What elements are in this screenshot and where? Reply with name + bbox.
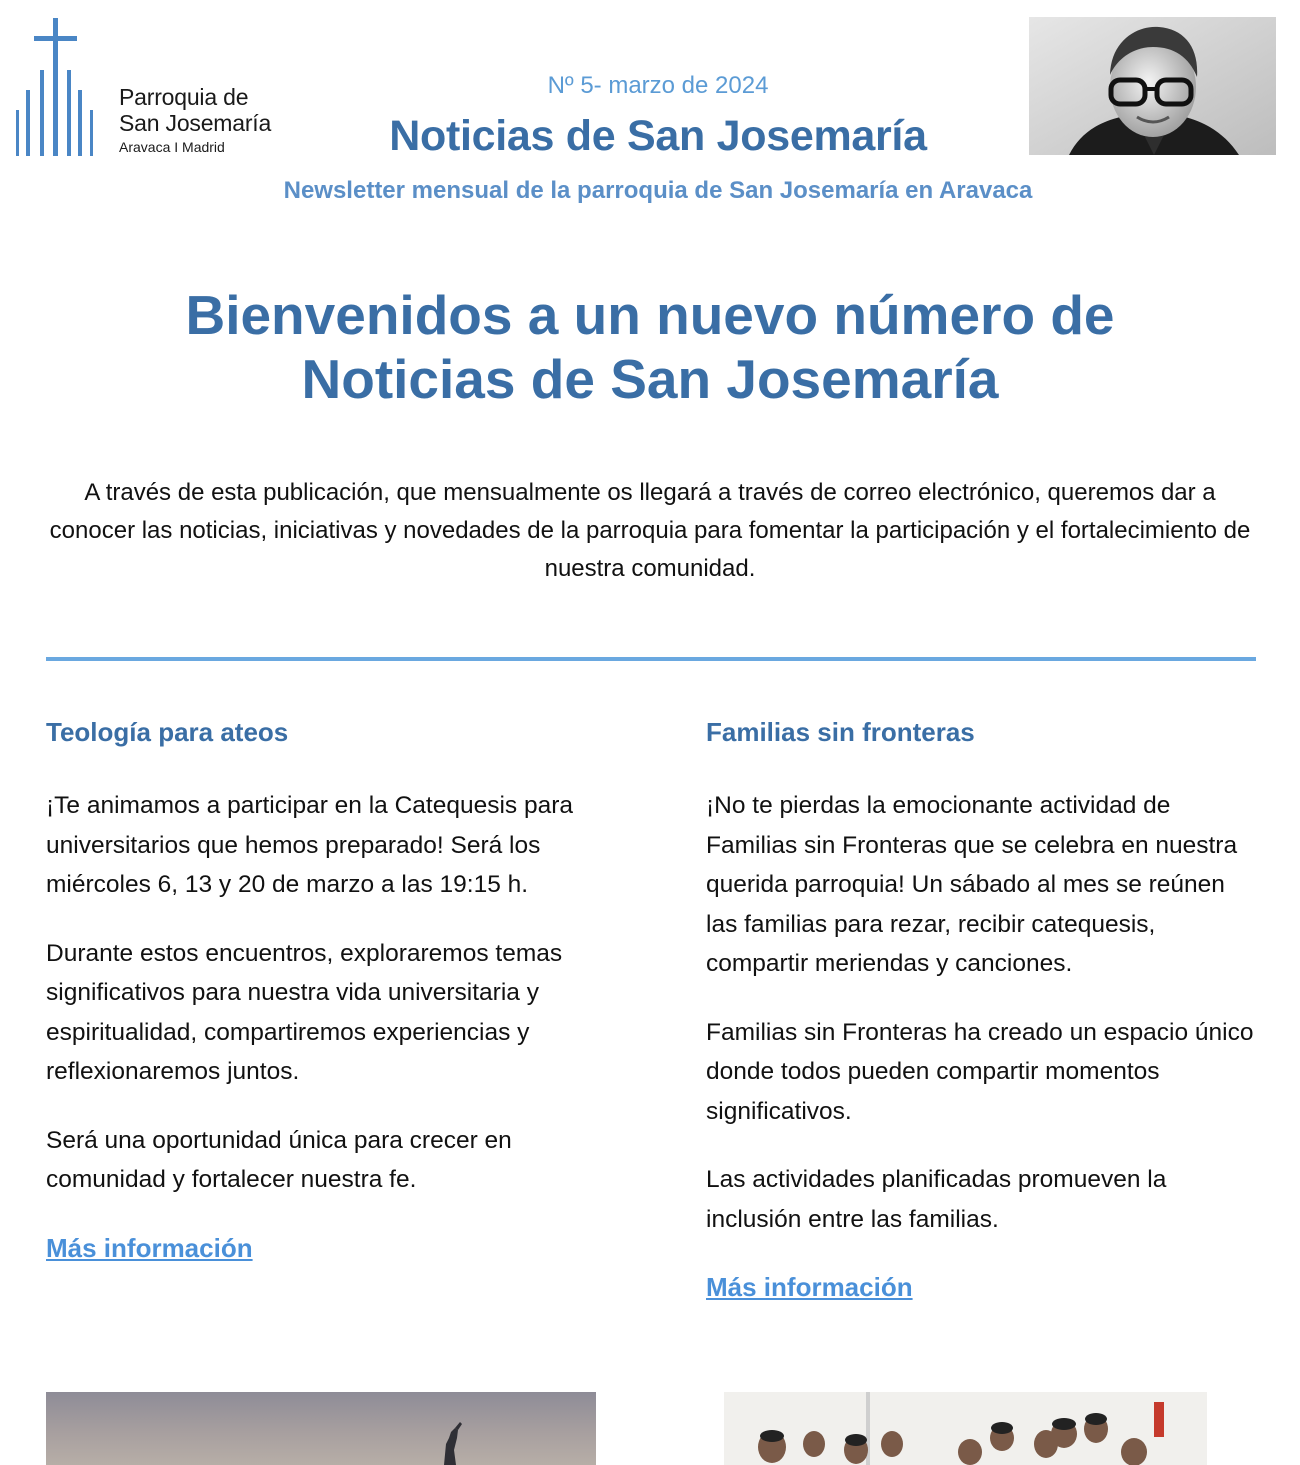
article-paragraph: Las actividades planificadas promueven la inclusión entre las familias. — [706, 1166, 1167, 1233]
article-paragraph: ¡No te pierdas la emocionante actividad de Familias sin Fronteras que se celebra en nuestra querida parroquia! Un sábado al mes se reúnen las familias para rezar, recibir catequesis, compartir meriendas y canciones. — [706, 792, 1238, 977]
more-info-link[interactable]: Más información — [706, 1272, 913, 1302]
article-photo-families — [724, 1392, 1207, 1465]
welcome-heading — [0, 283, 1300, 411]
article-paragraph: Será una oportunidad única para crecer en comunidad y fortalecer nuestra fe. — [46, 1126, 512, 1193]
welcome-line-2: Noticias de San Josemaría — [301, 348, 999, 410]
section-divider — [46, 657, 1256, 661]
article-familias — [706, 716, 1256, 1303]
article-paragraph: ¡Te animamos a participar en la Catequesis para universitarios que hemos preparado! Será los miércoles 6, 13 y 20 de marzo a las 19:15 h. — [46, 792, 574, 898]
portrait-illustration — [1029, 17, 1276, 155]
article-heading: Familias sin fronteras — [706, 717, 975, 747]
newsletter-header — [0, 0, 1300, 220]
article-teologia — [46, 716, 596, 1264]
intro-paragraph: A través de esta publicación, que mensualmente os llegará a través de correo electrónico, queremos dar a conocer las noticias, iniciativas y novedades de la parroquia para fomentar la participación y el fortalecimiento de nuestra comunidad. — [49, 479, 1251, 582]
article-paragraph: Durante estos encuentros, exploraremos temas significativos para nuestra vida universitaria y espiritualidad, compartiremos experiencias y reflexionaremos juntos. — [46, 939, 563, 1085]
group-photo — [724, 1392, 1207, 1465]
article-photo-statue — [46, 1392, 596, 1465]
portrait-photo — [1029, 17, 1276, 155]
article-paragraph: Familias sin Fronteras ha creado un espacio único donde todos pueden compartir momentos significativos. — [706, 1018, 1254, 1125]
more-info-link[interactable]: Más información — [46, 1232, 253, 1263]
issue-number: Nº 5- marzo de 2024 — [547, 72, 769, 99]
logo-line-3: Aravaca I Madrid — [119, 139, 225, 155]
statue-silhouette — [46, 1392, 596, 1465]
welcome-line-1: Bienvenidos a un nuevo número de — [185, 284, 1115, 346]
logo-line-2: San Josemaría — [119, 110, 272, 136]
logo-line-1: Parroquia de — [119, 84, 249, 110]
newsletter-subtitle: Newsletter mensual de la parroquia de San Josemaría en Aravaca — [283, 177, 1033, 204]
newsletter-title: Noticias de San Josemaría — [389, 112, 927, 160]
article-heading: Teología para ateos — [46, 717, 289, 747]
